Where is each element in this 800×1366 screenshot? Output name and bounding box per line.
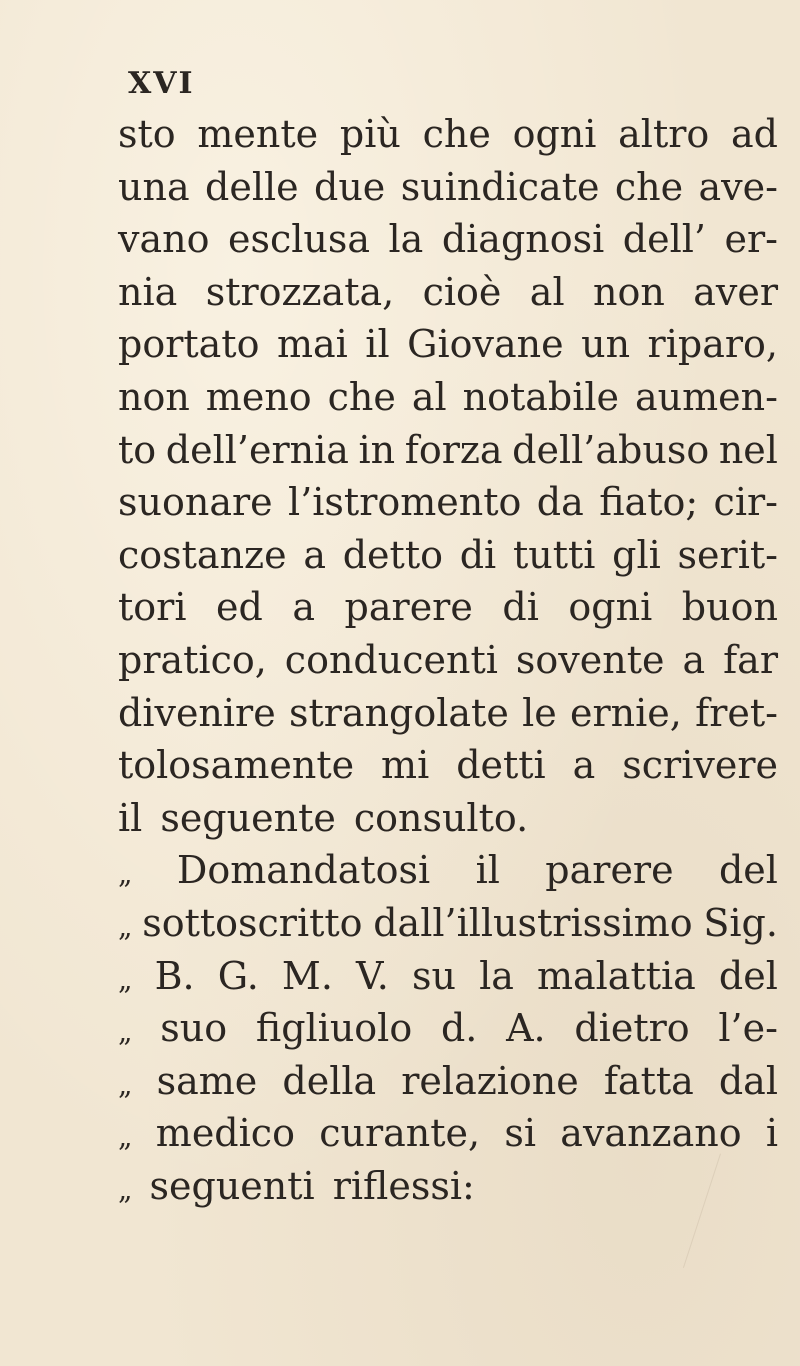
quoted-line xyxy=(118,897,778,950)
word: a xyxy=(292,585,316,630)
word: same xyxy=(156,1058,258,1103)
word: detti xyxy=(456,743,546,788)
word: dietro xyxy=(574,1006,690,1051)
word: riparo, xyxy=(647,322,778,367)
word: mi xyxy=(381,743,430,788)
quote-mark: „ xyxy=(118,1015,132,1049)
word: curante, xyxy=(319,1111,481,1156)
word: del xyxy=(718,848,778,893)
word: altro xyxy=(618,112,710,156)
word: strangolate xyxy=(288,690,509,735)
text-line xyxy=(118,634,778,687)
word: pratico, xyxy=(118,637,267,682)
word: notabile xyxy=(462,374,620,419)
quote-mark: „ xyxy=(118,1067,132,1101)
word: riflessi: xyxy=(332,1163,475,1208)
word: ed xyxy=(216,585,263,630)
text-line xyxy=(118,266,778,319)
word: ad xyxy=(731,112,778,156)
word: tutti xyxy=(512,532,596,577)
word: sottoscritto xyxy=(142,900,363,945)
quote-mark: „ xyxy=(118,857,132,891)
text-line xyxy=(118,792,778,845)
word: da xyxy=(536,480,584,525)
word: V. xyxy=(356,953,389,998)
text-line xyxy=(118,581,778,634)
quoted-line xyxy=(118,1055,778,1108)
text-line xyxy=(118,371,778,424)
word: il xyxy=(475,848,500,893)
word: Domandatosi xyxy=(176,848,431,893)
page-number: XVI xyxy=(128,66,195,101)
word: della xyxy=(282,1058,377,1103)
text-line xyxy=(118,161,778,214)
word: dal xyxy=(718,1058,778,1103)
word: dall’illustrissimo xyxy=(373,900,693,945)
word: relazione xyxy=(401,1058,579,1103)
word: meno xyxy=(205,374,312,419)
word: al xyxy=(411,374,447,419)
word: sto xyxy=(118,112,176,156)
word: to xyxy=(118,427,157,472)
quoted-line xyxy=(118,1002,778,1055)
word: parere xyxy=(344,585,473,630)
text-line xyxy=(118,739,778,792)
word: la xyxy=(388,217,424,262)
word: una xyxy=(118,164,190,209)
word: su xyxy=(411,953,456,998)
word: mai xyxy=(276,322,348,367)
word: B. xyxy=(154,953,195,998)
word: che xyxy=(327,374,396,419)
word: di xyxy=(459,532,497,577)
word: tolosamente xyxy=(118,743,355,788)
quote-mark: „ xyxy=(118,909,132,943)
word: mente xyxy=(197,112,319,156)
word: che xyxy=(422,112,491,156)
word: serit- xyxy=(677,532,778,577)
word: ave- xyxy=(698,164,778,209)
word: forza xyxy=(404,427,503,472)
text-line xyxy=(118,318,778,371)
word: esclusa xyxy=(227,217,371,262)
word: diagnosi xyxy=(441,217,605,262)
word: un xyxy=(581,322,631,367)
word: più xyxy=(339,112,401,156)
word: gli xyxy=(612,532,661,577)
word: delle xyxy=(205,164,299,209)
word: detto xyxy=(342,532,443,577)
word: nia xyxy=(118,269,178,314)
text-line xyxy=(118,424,778,477)
word: d. xyxy=(440,1006,478,1051)
text-line xyxy=(118,108,778,161)
word: l’istromento xyxy=(288,480,522,525)
word: consulto. xyxy=(353,795,529,840)
text-line xyxy=(118,687,778,740)
word: a xyxy=(303,532,326,577)
word: di xyxy=(502,585,539,630)
word: dell’ernia xyxy=(165,427,349,472)
word: costanze xyxy=(118,532,287,577)
word: non xyxy=(118,374,190,419)
word: suonare xyxy=(118,480,273,525)
word: le xyxy=(522,690,557,735)
text-line xyxy=(118,476,778,529)
word: conducenti xyxy=(284,637,498,682)
word: nel xyxy=(718,427,778,472)
text-line xyxy=(118,213,778,266)
word: far xyxy=(723,637,778,682)
word: i xyxy=(765,1111,778,1156)
word: la xyxy=(479,953,514,998)
word: fiato; xyxy=(599,480,699,525)
word: vano xyxy=(118,217,210,262)
word: al xyxy=(529,269,565,314)
word: sovente xyxy=(515,637,665,682)
word: suo xyxy=(160,1006,228,1051)
word: ernie, xyxy=(570,690,682,735)
word: aumen- xyxy=(635,374,778,419)
word: l’e- xyxy=(718,1006,778,1051)
quoted-line xyxy=(118,950,778,1003)
word: seguente xyxy=(160,795,336,840)
body-text xyxy=(118,108,778,1212)
word: dell’abuso xyxy=(512,427,710,472)
word: fret- xyxy=(695,690,778,735)
word: ogni xyxy=(568,585,653,630)
word: tori xyxy=(118,585,187,630)
word: M. xyxy=(281,953,333,998)
quote-mark: „ xyxy=(118,1120,132,1154)
word: parere xyxy=(545,848,674,893)
word: Sig. xyxy=(703,900,778,945)
word: in xyxy=(358,427,396,472)
word: divenire xyxy=(118,690,276,735)
word: cir- xyxy=(713,480,778,525)
quote-mark: „ xyxy=(118,962,132,996)
word: a xyxy=(682,637,706,682)
quoted-line xyxy=(118,1160,778,1213)
word: strozzata, xyxy=(205,269,395,314)
word: fatta xyxy=(603,1058,694,1103)
word: il xyxy=(365,322,390,367)
quoted-line xyxy=(118,1107,778,1160)
word: buon xyxy=(681,585,778,630)
word: malattia xyxy=(536,953,696,998)
quote-mark: „ xyxy=(118,1172,132,1206)
word: a xyxy=(572,743,596,788)
word: medico xyxy=(155,1111,295,1156)
word: cioè xyxy=(422,269,502,314)
word: aver xyxy=(693,269,778,314)
word: suindicate xyxy=(400,164,600,209)
word: avanzano xyxy=(560,1111,742,1156)
word: scrivere xyxy=(622,743,778,788)
word: si xyxy=(504,1111,537,1156)
word: A. xyxy=(506,1006,546,1051)
word: due xyxy=(314,164,386,209)
text-line xyxy=(118,529,778,582)
word: che xyxy=(614,164,684,209)
word: Giovane xyxy=(407,322,564,367)
word: er- xyxy=(724,217,778,262)
quoted-line xyxy=(118,844,778,897)
word: del xyxy=(718,953,778,998)
word: il xyxy=(118,795,143,840)
word: non xyxy=(593,269,665,314)
word: dell’ xyxy=(622,217,706,262)
word: G. xyxy=(217,953,259,998)
word: seguenti xyxy=(149,1163,315,1208)
word: ogni xyxy=(512,112,597,156)
word: figliuolo xyxy=(255,1006,413,1051)
word: portato xyxy=(118,322,260,367)
